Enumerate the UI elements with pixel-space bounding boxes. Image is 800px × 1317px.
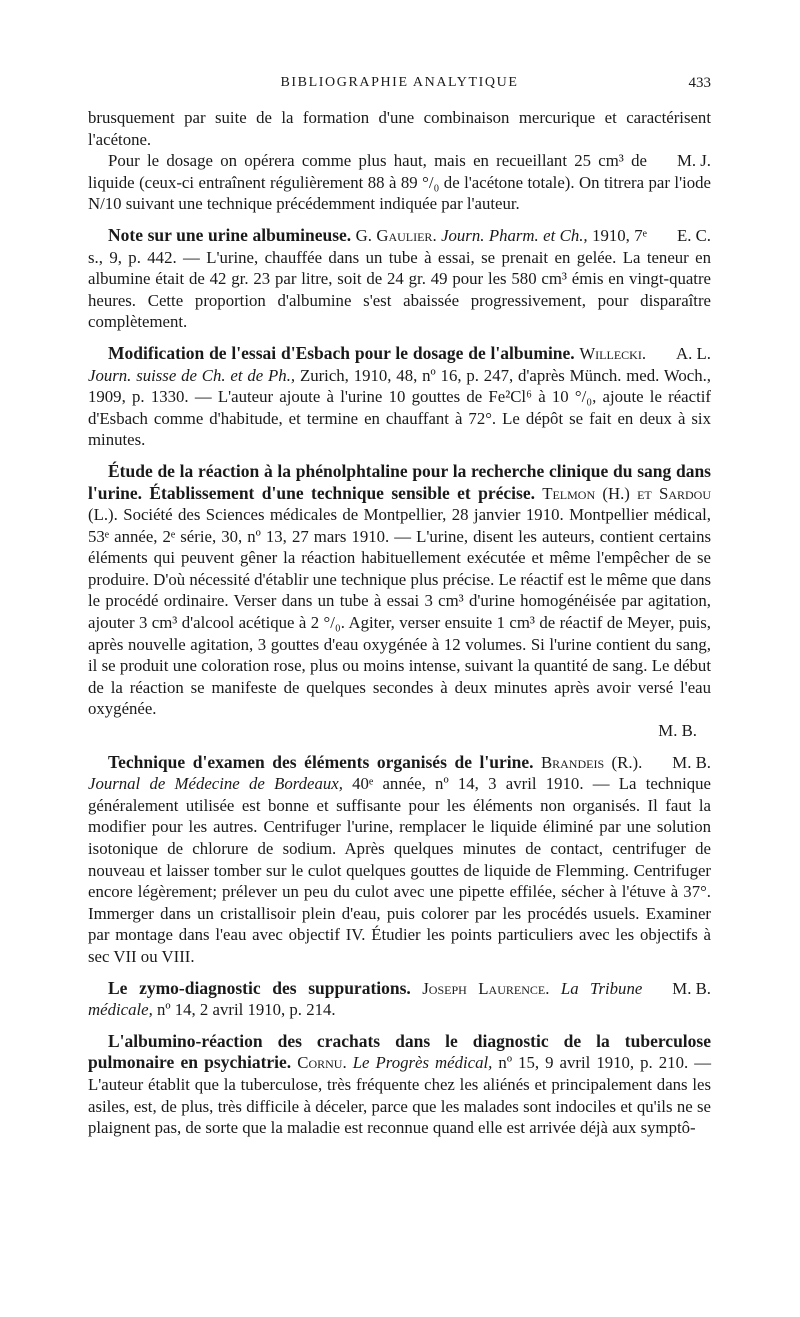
entry-source: Journ. Pharm. et Ch., <box>441 225 588 245</box>
signature: M. B. <box>672 752 711 772</box>
intro-paragraph-1: brusquement par suite de la formation d'une combinaison mercurique et caractérisent l'acétone. <box>88 108 711 149</box>
entry-author: Willecki. <box>579 343 647 363</box>
signature: M. J. <box>676 151 711 171</box>
page-header <box>88 75 711 97</box>
entry-source: Journal de Médecine de Bordeaux, <box>88 774 343 794</box>
page-number: 433 <box>688 75 711 91</box>
signature-line <box>88 720 711 742</box>
entry-essai-esbach <box>88 343 711 451</box>
entry-author: Brandeis (R.). <box>540 752 643 772</box>
page-body <box>88 107 711 1139</box>
signature: A. L. <box>676 343 711 363</box>
signature: M. B. <box>658 721 697 741</box>
running-title: BIBLIOGRAPHIE ANALYTIQUE <box>280 75 519 90</box>
entry-author: Cornu. <box>297 1053 347 1073</box>
entry-author: Joseph Laurence. <box>422 978 550 998</box>
signature: M. B. <box>672 978 711 998</box>
entry-zymo-diagnostic <box>88 978 711 1021</box>
entry-text: nº 14, 2 avril 1910, p. 214. <box>156 1000 336 1020</box>
entry-text: nº 15, 9 avril 1910, p. 210. — L'auteur établit que la tuberculose, très fréquente chez les aliénés et principalement dans les asiles, est, de plus, très difficile à déceler, parce que les malades sont indociles et qu'ils ne se plaignent pas, de sorte que la maladie est reconnue quand elle est arrivée déjà aux symptô- <box>88 1053 711 1138</box>
entry-author: Telmon (H.) et Sardou (L.). <box>88 483 711 525</box>
entry-title: L'albumino-réaction des crachats dans le diagnostic de la tuberculose pulmonaire en psychiatrie. <box>88 1030 711 1073</box>
paragraph-text: Pour le dosage on opérera comme plus haut, mais en recueillant 25 cm³ de liquide (ceux-ci entraînent régulièrement 88 à 89 °/₀ de l'acétone totale). On titrera par l'iode N/10 suivant une technique précédemment indiquée par l'auteur. <box>88 151 711 214</box>
entry-title: Étude de la réaction à la phénolphtaline pour la recherche clinique du sang dans l'urine. Établissement d'une technique sensible et précise. <box>88 460 711 503</box>
entry-text: Société des Sciences médicales de Montpellier, 28 janvier 1910. Montpellier médical, 53ᵉ année, 2ᵉ série, 30, nº 13, 27 mars 1910. — L'urine, disent les auteurs, contient certains éléments qui peuvent gêner la réaction habituellement exécutée et même l'empêcher de se produire. D'où nécessité d'établir une technique plus précise. Le réactif est le même que dans le procédé ordinaire. Verser dans un tube à essai 3 cm³ d'urine homogénéisée par agitation, ajouter 3 cm³ d'alcool acétique à 2 °/₀. Agiter, verser ensuite 1 cm³ de réactif de Meyer, puis, après nouvelle agitation, 3 gouttes d'eau oxygénée à 12 volumes. Si l'urine contient du sang, il se produit une coloration rose, plus ou moins intense, suivant la quantité de sang. Le début de la réaction se manifeste de quelques secondes à deux minutes après avoir versé l'eau oxygénée. <box>88 505 711 719</box>
entry-author: G. Gaulier. <box>355 225 437 245</box>
entry-albumino-reaction <box>88 1031 711 1139</box>
entry-examen-elements-organises <box>88 752 711 968</box>
entry-source: La Tribune médicale, <box>88 978 643 1020</box>
entry-title: Modification de l'essai d'Esbach pour le dosage de l'albumine. <box>108 342 575 363</box>
entry-title: Technique d'examen des éléments organisés de l'urine. <box>108 751 534 772</box>
entry-title: Note sur une urine albumineuse. <box>108 224 352 245</box>
signature: E. C. <box>676 225 711 245</box>
entry-note-urine-albumineuse <box>88 225 711 333</box>
entry-phenolphtaline <box>88 461 711 720</box>
entry-title: Le zymo-diagnostic des suppurations. <box>108 977 411 998</box>
entry-text: 40ᵉ année, nº 14, 3 avril 1910. — La technique généralement utilisée est bonne et suffisante pour les éléments non organisés. Il faut la modifier pour les autres. Centrifuger l'urine, remplacer le liquide éliminé par une solution isotonique de chlorure de sodium. Après quelques minutes de contact, centrifuger de nouveau et laisser tomber sur le culot quelques gouttes de liquide de Flemming. Centrifuger encore légèrement; prélever un peu du culot avec une pipette effilée, sécher à l'étuve à 37°. Immerger dans un cristallisoir plein d'eau, puis colorer par les procédés usuels. Examiner par montage dans l'eau avec objectif IV. Étudier les points particuliers avec les objectifs à sec VII ou VIII. <box>88 774 711 966</box>
intro-paragraph-2 <box>88 150 711 215</box>
entry-text: Zurich, 1910, 48, nº 16, p. 247, d'après Münch. med. Woch., 1909, p. 1330. — L'auteur ajoute à l'urine 10 gouttes de Fe²Cl⁶ à 10 °/₀, ajoute le réactif d'Esbach comme d'habitude, et termine en chauffant à 72°. Le dépôt se fait en deux à six minutes. <box>88 365 711 450</box>
entry-source: Le Progrès médical, <box>352 1053 493 1073</box>
entry-text: 1910, 7ᵉ s., 9, p. 442. — L'urine, chauffée dans un tube à essai, se prenait en gelée. La teneur en albumine était de 42 gr. 23 par litre, soit de 24 gr. 49 pour les 580 cm³ émis en vingt-quatre heures. Cette proportion d'albumine s'est abaissée progressivement, pour disparaître complètement. <box>88 225 711 332</box>
entry-source: Journ. suisse de Ch. et de Ph., <box>88 365 296 385</box>
